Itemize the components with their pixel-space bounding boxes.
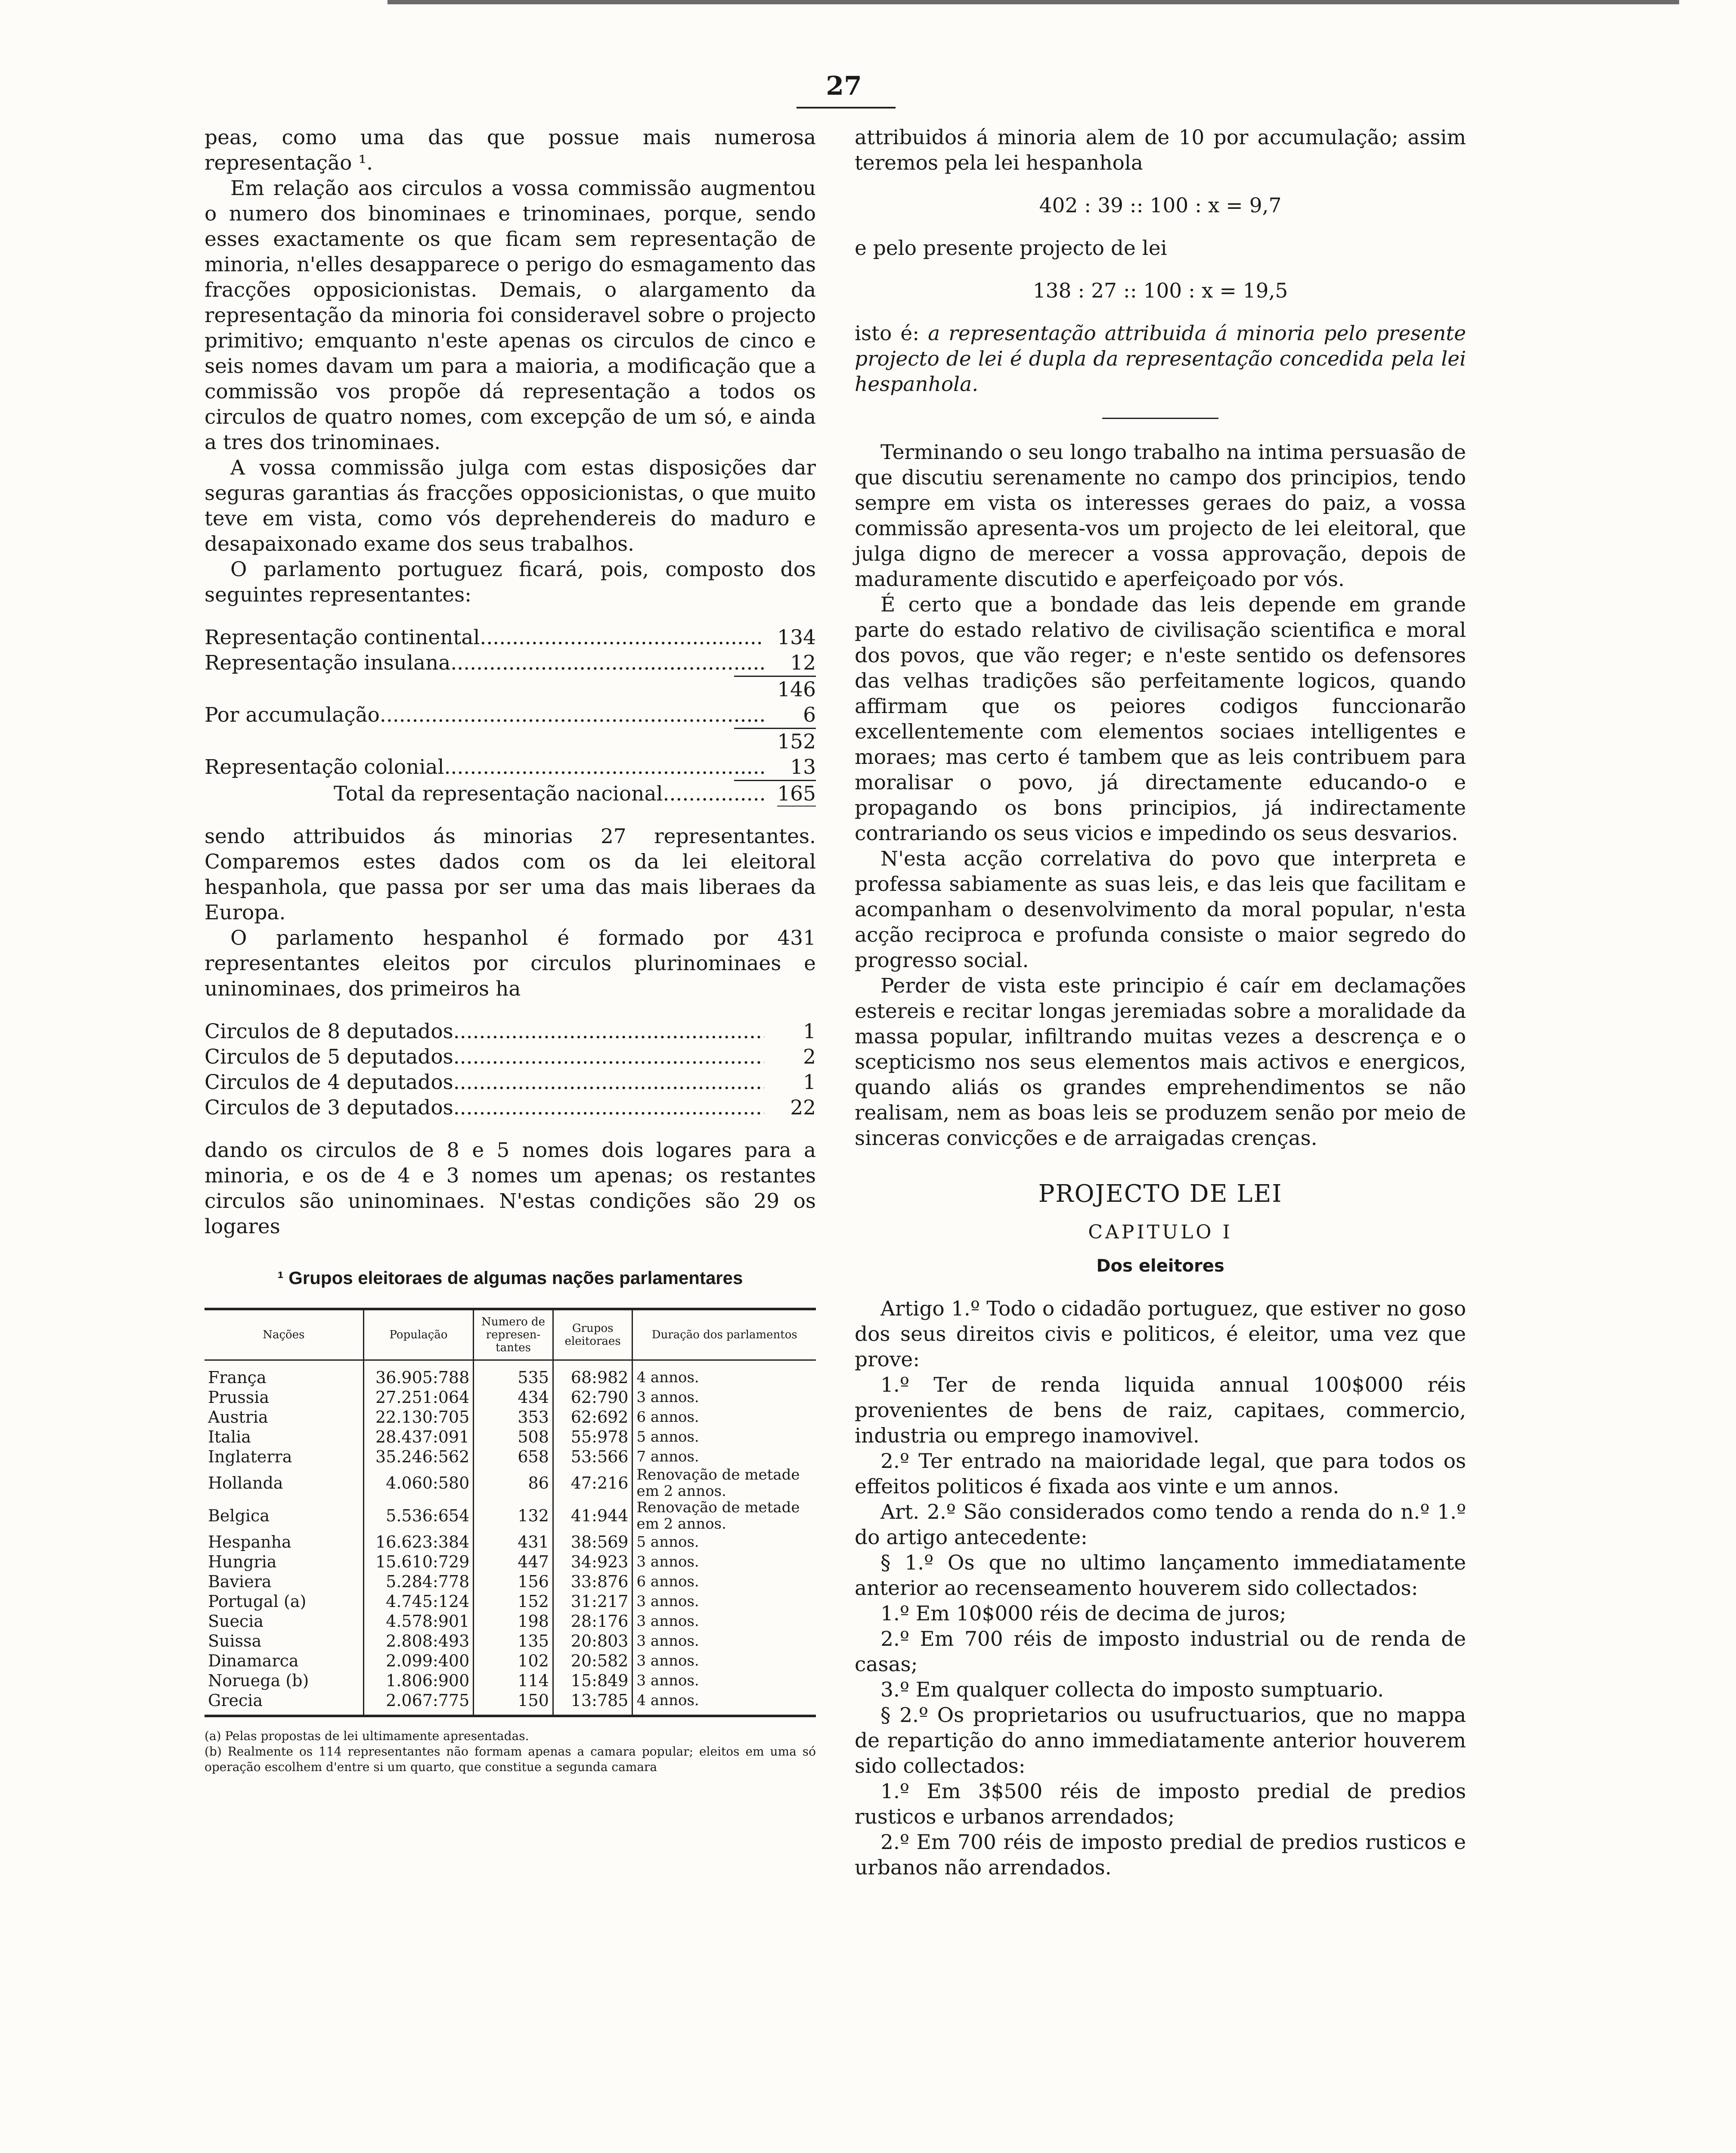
paragraph: e pelo presente projecto de lei [855,236,1167,260]
note-b: (b) Realmente os 114 representantes não formam apenas a camara popular; eleitos em uma só operação escolhem d'entre si um quarto, que constitue a segunda camara [205,1744,816,1774]
article: Art. 2.º São considerados como tendo a renda do n.º 1.º do artigo antecedente: [855,1500,1466,1549]
subtotal-row: 152 [777,730,816,754]
table-row [205,1427,816,1447]
total-row: Total da representação nacional ..... 165 [205,781,816,807]
table-cell: 156 [474,1572,553,1591]
table-row [205,1407,816,1427]
heading-projecto: PROJECTO DE LEI [1038,1180,1283,1208]
circle-row: Circulos de 8 deputados ..... 1 [205,1019,816,1044]
table-cell: 3 annos. [632,1631,816,1651]
table-header-row [205,1309,816,1360]
table-cell: 150 [474,1691,553,1716]
table-cell: 447 [474,1552,553,1572]
table-cell: 535 [474,1360,553,1388]
table-row [205,1532,816,1552]
table-cell: 47:216 [553,1467,632,1499]
table-cell: 3 annos. [632,1611,816,1631]
paragraph: A vossa commissão julga com estas disposições dar seguras garantias ás fracções opposicionistas, o que muito teve em vista, como vós deprehendereis do maduro e desapaixonado exame dos seus trabalhos. [205,456,816,556]
table-cell: Portugal (a) [208,1592,307,1611]
footnote-title: ¹ Grupos eleitoraes de algumas nações parlamentares [277,1268,743,1288]
equation: 402 : 39 :: 100 : x = 9,7 [1039,194,1282,217]
table-row [205,1631,816,1651]
table-cell: Italia [208,1427,251,1446]
paragraph: attribuidos á minoria alem de 10 por accumulação; assim teremos pela lei hespanhola [855,126,1466,175]
summary-row: Por accumulação ..... 6 [205,702,816,728]
table-cell: 434 [474,1387,553,1407]
page-number: 27 [826,71,862,101]
table-cell: 135 [474,1631,553,1651]
table-cell: 152 [474,1591,553,1611]
circle-row: Circulos de 3 deputados ..... 22 [205,1095,816,1120]
table-cell: 658 [474,1447,553,1467]
table-cell: 2.067:775 [363,1691,474,1716]
circle-row: Circulos de 4 deputados ..... 1 [205,1070,816,1095]
table-cell: Hollanda [208,1474,283,1492]
table-cell: 6 annos. [632,1572,816,1591]
article-item: 2.º Ter entrado na maioridade legal, que para todos os effeitos politicos é fixada aos vinte e um annos. [855,1449,1466,1498]
table-body [205,1360,816,1716]
paragraph: Perder de vista este principio é caír em declamações estereis e recitar longas jeremiadas sobre a moralidade da massa popular, infiltrando muitas vezes a descrença e o scepticismo nos seus elementos mais activos e energicos, quando aliás os grandes emprehendimentos se não realisam, nem as boas leis se produzem senão por meio de sinceras convicções e de arraigadas crenças. [855,974,1466,1150]
table-cell: França [208,1368,267,1387]
table-cell: Renovação de metade em 2 annos. [632,1499,816,1532]
col-header: Numero de represen-tantes [474,1309,553,1360]
table-cell: Suissa [208,1632,262,1650]
circle-row: Circulos de 5 deputados ..... 2 [205,1044,816,1070]
table-cell: Suecia [208,1612,264,1631]
table-row [205,1499,816,1532]
table-cell: 353 [474,1407,553,1427]
section-separator [1102,418,1218,419]
spanish-circles-list [205,1019,816,1120]
paragraph: N'esta acção correlativa do povo que interpreta e professa sabiamente as suas leis, e das leis que facilitam e acompanham o desenvolvimento da moral popular, n'esta acção reciproca e profunda consiste o maior segredo do progresso social. [855,847,1466,972]
table-cell: 15.610:729 [363,1552,474,1572]
representation-summary [205,625,816,807]
table-row [205,1591,816,1611]
paragraph: peas, como uma das que possue mais numerosa representação ¹. [205,126,816,175]
table-cell: 62:790 [553,1387,632,1407]
table-cell: 4.745:124 [363,1591,474,1611]
article-item: 1.º Em 3$500 réis de imposto predial de predios rusticos e urbanos arrendados; [855,1780,1466,1829]
table-row [205,1552,816,1572]
table-cell: 20:582 [553,1651,632,1671]
col-header: População [363,1309,474,1360]
table-cell: 13:785 [553,1691,632,1716]
table-cell: 6 annos. [632,1407,816,1427]
col-header: Grupos eleitoraes [553,1309,632,1360]
table-cell: 5.284:778 [363,1572,474,1591]
paragraph: isto é: a representação attribuida á minoria pelo presente projecto de lei é dupla da representação concedida pela lei hespanhola. [855,322,1466,396]
table-cell: 41:944 [553,1499,632,1532]
table-cell: 102 [474,1651,553,1671]
table-row [205,1387,816,1407]
scan-top-edge [388,0,1679,4]
table-cell: 3 annos. [632,1591,816,1611]
table-row [205,1467,816,1499]
table-cell: 3 annos. [632,1552,816,1572]
table-cell: 55:978 [553,1427,632,1447]
table-cell: Hungria [208,1552,277,1571]
subtotal-row: 146 [777,678,816,701]
table-cell: 1.806:900 [363,1671,474,1691]
summary-row: Representação insulana ..... 12 [205,650,816,676]
table-cell: 15:849 [553,1671,632,1691]
table-row [205,1572,816,1591]
right-column [855,125,1466,1880]
table-cell: 68:982 [553,1360,632,1388]
table-cell: 3 annos. [632,1651,816,1671]
table-cell: 4 annos. [632,1360,816,1388]
heading-capitulo: CAPITULO I [1088,1221,1233,1243]
col-header: Duração dos parlamentos [632,1309,816,1360]
col-header: Nações [205,1309,363,1360]
paragraph: O parlamento portuguez ficará, pois, composto dos seguintes representantes: [205,558,816,607]
table-cell: 53:566 [553,1447,632,1467]
table-cell: 16.623:384 [363,1532,474,1552]
table-cell: 198 [474,1611,553,1631]
table-cell: 2.099:400 [363,1651,474,1671]
table-cell: 7 annos. [632,1447,816,1467]
table-cell: 5 annos. [632,1427,816,1447]
note-a: (a) Pelas propostas de lei ultimamente apresentadas. [205,1729,529,1743]
equation: 138 : 27 :: 100 : x = 19,5 [1032,279,1288,303]
article-item: 1.º Ter de renda liquida annual 100$000 réis provenientes de bens de raiz, capitaes, commercio, industria ou emprego inamovivel. [855,1373,1466,1448]
table-row [205,1447,816,1467]
table-cell: 28:176 [553,1611,632,1631]
paragraph: O parlamento hespanhol é formado por 431 representantes eleitos por circulos plurinominaes e uninominaes, dos primeiros ha [205,926,816,1001]
table-cell: 34:923 [553,1552,632,1572]
table-cell: 3 annos. [632,1387,816,1407]
table-row [205,1691,816,1716]
article-item: 2.º Em 700 réis de imposto predial de predios rusticos e urbanos não arrendados. [855,1830,1466,1880]
table-cell: Renovação de metade em 2 annos. [632,1467,816,1499]
table-cell: 114 [474,1671,553,1691]
table-cell: Austria [208,1408,268,1427]
table-cell: 35.246:562 [363,1447,474,1467]
table-cell: 508 [474,1427,553,1447]
paragraph-section: § 2.º Os proprietarios ou usufructuarios, que no mappa de repartição do anno immediatamente anterior houverem sido collectados: [855,1703,1466,1778]
table-cell: 33:876 [553,1572,632,1591]
table-row [205,1360,816,1388]
table-cell: 4.578:901 [363,1611,474,1631]
table-cell: 38:569 [553,1532,632,1552]
left-column [205,125,816,1775]
paragraph: Em relação aos circulos a vossa commissão augmentou o numero dos binominaes e trinominaes, porque, sendo esses exactamente os que ficam sem representação de minoria, n'elles desapparece o perigo do esmagamento das fracções opposicionistas. Demais, o alargamento da representação da minoria foi consideravel sobre o projecto primitivo; emquanto n'este apenas os circulos de cinco e seis nomes davam um para a maioria, a modificação que a commissão vos propõe dá representação a todos os circulos de quatro nomes, com excepção de um só, e ainda a tres dos trinominaes. [205,177,816,454]
table-cell: 132 [474,1499,553,1532]
table-row [205,1611,816,1631]
table-row [205,1671,816,1691]
table-row [205,1651,816,1671]
table-notes [205,1728,816,1775]
table-cell: 4.060:580 [363,1467,474,1499]
table-cell: Inglaterra [208,1447,292,1466]
article-item: 1.º Em 10$000 réis de decima de juros; [880,1602,1286,1626]
paragraph: dando os circulos de 8 e 5 nomes dois logares para a minoria, e os de 4 e 3 nomes um apenas; os restantes circulos são uninominaes. N'estas condições são 29 os logares [205,1139,816,1238]
paragraph-section: § 1.º Os que no ultimo lançamento immediatamente anterior ao recenseamento houverem sido collectados: [855,1551,1466,1600]
electoral-groups-table [205,1308,816,1717]
table-cell: 27.251:064 [363,1387,474,1407]
table-cell: 4 annos. [632,1691,816,1716]
table-cell: Dinamarca [208,1651,299,1670]
table-cell: Belgica [208,1506,270,1525]
table-cell: Prussia [208,1388,270,1407]
table-cell: Noruega (b) [208,1671,309,1690]
table-cell: 20:803 [553,1631,632,1651]
paragraph: Terminando o seu longo trabalho na intima persuasão de que discutiu serenamente no campo dos principios, tendo sempre em vista os interesses geraes do paiz, a vossa commissão apresenta-vos um projecto de lei eleitoral, que julga digno de merecer a vossa approvação, depois de maduramente discutido e aperfeiçoado por vós. [855,441,1466,591]
table-cell: 36.905:788 [363,1360,474,1388]
table-cell: 5 annos. [632,1532,816,1552]
table-cell: 431 [474,1532,553,1552]
article-item: 3.º Em qualquer collecta do imposto sumptuario. [880,1678,1384,1702]
paragraph: É certo que a bondade das leis depende em grande parte do estado relativo de civilisação scientifica e moral dos povos, que vão reger; e n'este sentido os defensores das velhas tradições são perfeitamente logicos, quando affirmam que os peiores codigos funccionarão excellentemente com elementos sociaes intelligentes e moraes; mas certo é tambem que as leis contribuem para moralisar o povo, já directamente educando-o e propagando os bons principios, já indirectamente contrariando os seus vicios e impedindo os seus desvarios. [855,593,1466,845]
table-cell: 3 annos. [632,1671,816,1691]
table-cell: 2.808:493 [363,1631,474,1651]
paragraph: sendo attribuidos ás minorias 27 representantes. Comparemos estes dados com os da lei eleitoral hespanhola, que passa por ser uma das mais liberaes da Europa. [205,825,816,924]
summary-row: Representação colonial ..... 13 [205,754,816,780]
heading-eleitores: Dos eleitores [1096,1256,1224,1276]
table-cell: 31:217 [553,1591,632,1611]
table-cell: 62:692 [553,1407,632,1427]
summary-row: Representação continental ..... 134 [205,625,816,650]
table-cell: 22.130:705 [363,1407,474,1427]
table-cell: 28.437:091 [363,1427,474,1447]
table-cell: Baviera [208,1572,272,1591]
table-cell: Hespanha [208,1533,291,1551]
article-item: 2.º Em 700 réis de imposto industrial ou de renda de casas; [855,1627,1466,1676]
table-cell: 5.536:654 [363,1499,474,1532]
page-number-rule [797,107,896,109]
table-cell: Grecia [208,1691,263,1710]
article: Artigo 1.º Todo o cidadão portuguez, que estiver no goso dos seus direitos civis e politicos, é eleitor, uma vez que prove: [855,1297,1466,1371]
table-cell: 86 [474,1467,553,1499]
